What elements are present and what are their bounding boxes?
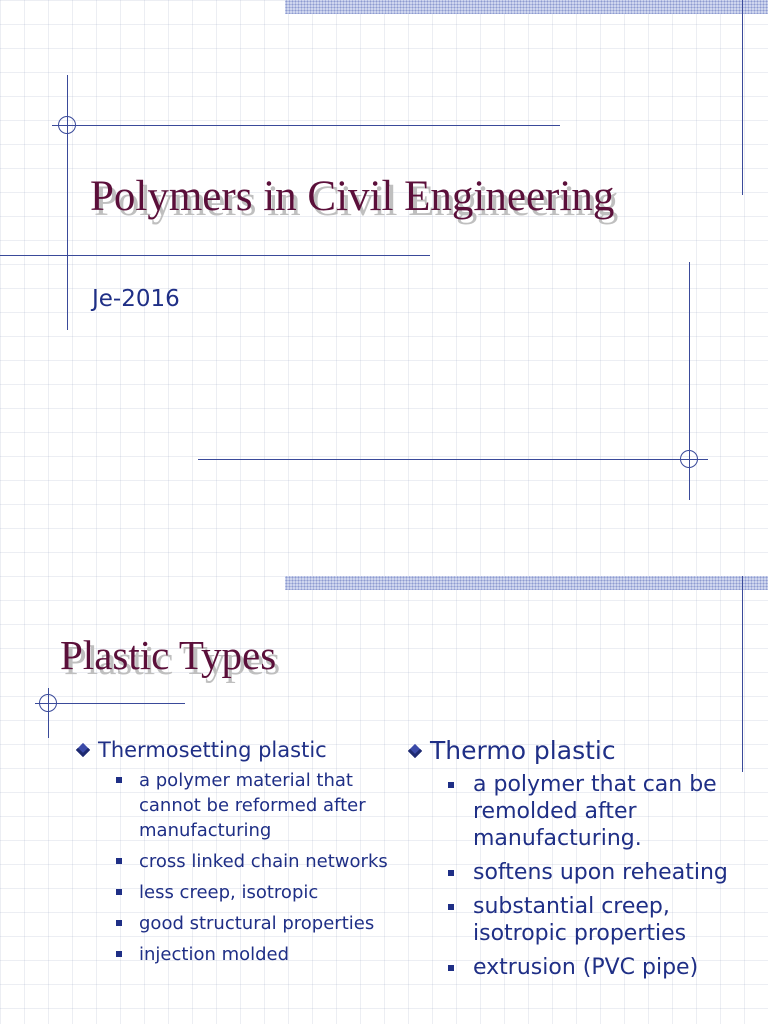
crosshair-icon	[58, 116, 76, 134]
list-item-text: substantial creep, isotropic properties	[473, 894, 687, 946]
bullet-list	[116, 768, 398, 967]
square-bullet-icon	[116, 777, 122, 783]
list-item	[448, 771, 750, 852]
decorative-line	[0, 255, 430, 256]
square-bullet-icon	[448, 870, 454, 876]
list-item-text: less creep, isotropic	[139, 882, 319, 903]
column-heading	[410, 736, 750, 765]
thermoplastic-column	[410, 736, 750, 988]
list-item	[116, 942, 398, 967]
slide-title: Plastic Types	[60, 632, 277, 678]
slide-subtitle: Je-2016	[92, 286, 180, 312]
decorative-line	[67, 75, 68, 330]
crosshair-icon	[39, 694, 57, 712]
thermosetting-column	[78, 738, 398, 973]
list-item	[116, 849, 398, 874]
slide-plastic-types	[0, 576, 768, 1024]
decorative-line	[52, 125, 560, 126]
decorative-line	[198, 459, 708, 460]
heading-text: Thermosetting plastic	[98, 738, 327, 762]
list-item-text: softens upon reheating	[473, 860, 728, 885]
list-item	[116, 768, 398, 843]
heading-text: Thermo plastic	[430, 736, 616, 765]
list-item	[448, 954, 750, 981]
list-item	[116, 880, 398, 905]
square-bullet-icon	[448, 904, 454, 910]
list-item	[448, 859, 750, 886]
decorative-line	[35, 703, 185, 704]
slide-title: Polymers in Civil Engineering	[90, 173, 615, 220]
column-heading	[78, 738, 398, 762]
decorative-checker-bar	[285, 576, 768, 590]
list-item-text: good structural properties	[139, 913, 375, 934]
list-item-text: cross linked chain networks	[139, 851, 388, 872]
square-bullet-icon	[116, 858, 122, 864]
list-item-text: injection molded	[139, 944, 290, 965]
diamond-bullet-icon	[408, 743, 422, 757]
square-bullet-icon	[116, 889, 122, 895]
bullet-list	[448, 771, 750, 981]
diamond-bullet-icon	[76, 743, 90, 757]
list-item-text: a polymer that can be remolded after manufacturing.	[473, 772, 717, 851]
decorative-line	[742, 0, 743, 195]
list-item	[448, 893, 750, 947]
crosshair-icon	[680, 450, 698, 468]
list-item-text: a polymer material that cannot be reformed after manufacturing	[139, 770, 366, 841]
square-bullet-icon	[448, 965, 454, 971]
list-item-text: extrusion (PVC pipe)	[473, 955, 699, 980]
square-bullet-icon	[116, 920, 122, 926]
square-bullet-icon	[448, 782, 454, 788]
decorative-checker-bar	[285, 0, 768, 14]
square-bullet-icon	[116, 951, 122, 957]
list-item	[116, 911, 398, 936]
